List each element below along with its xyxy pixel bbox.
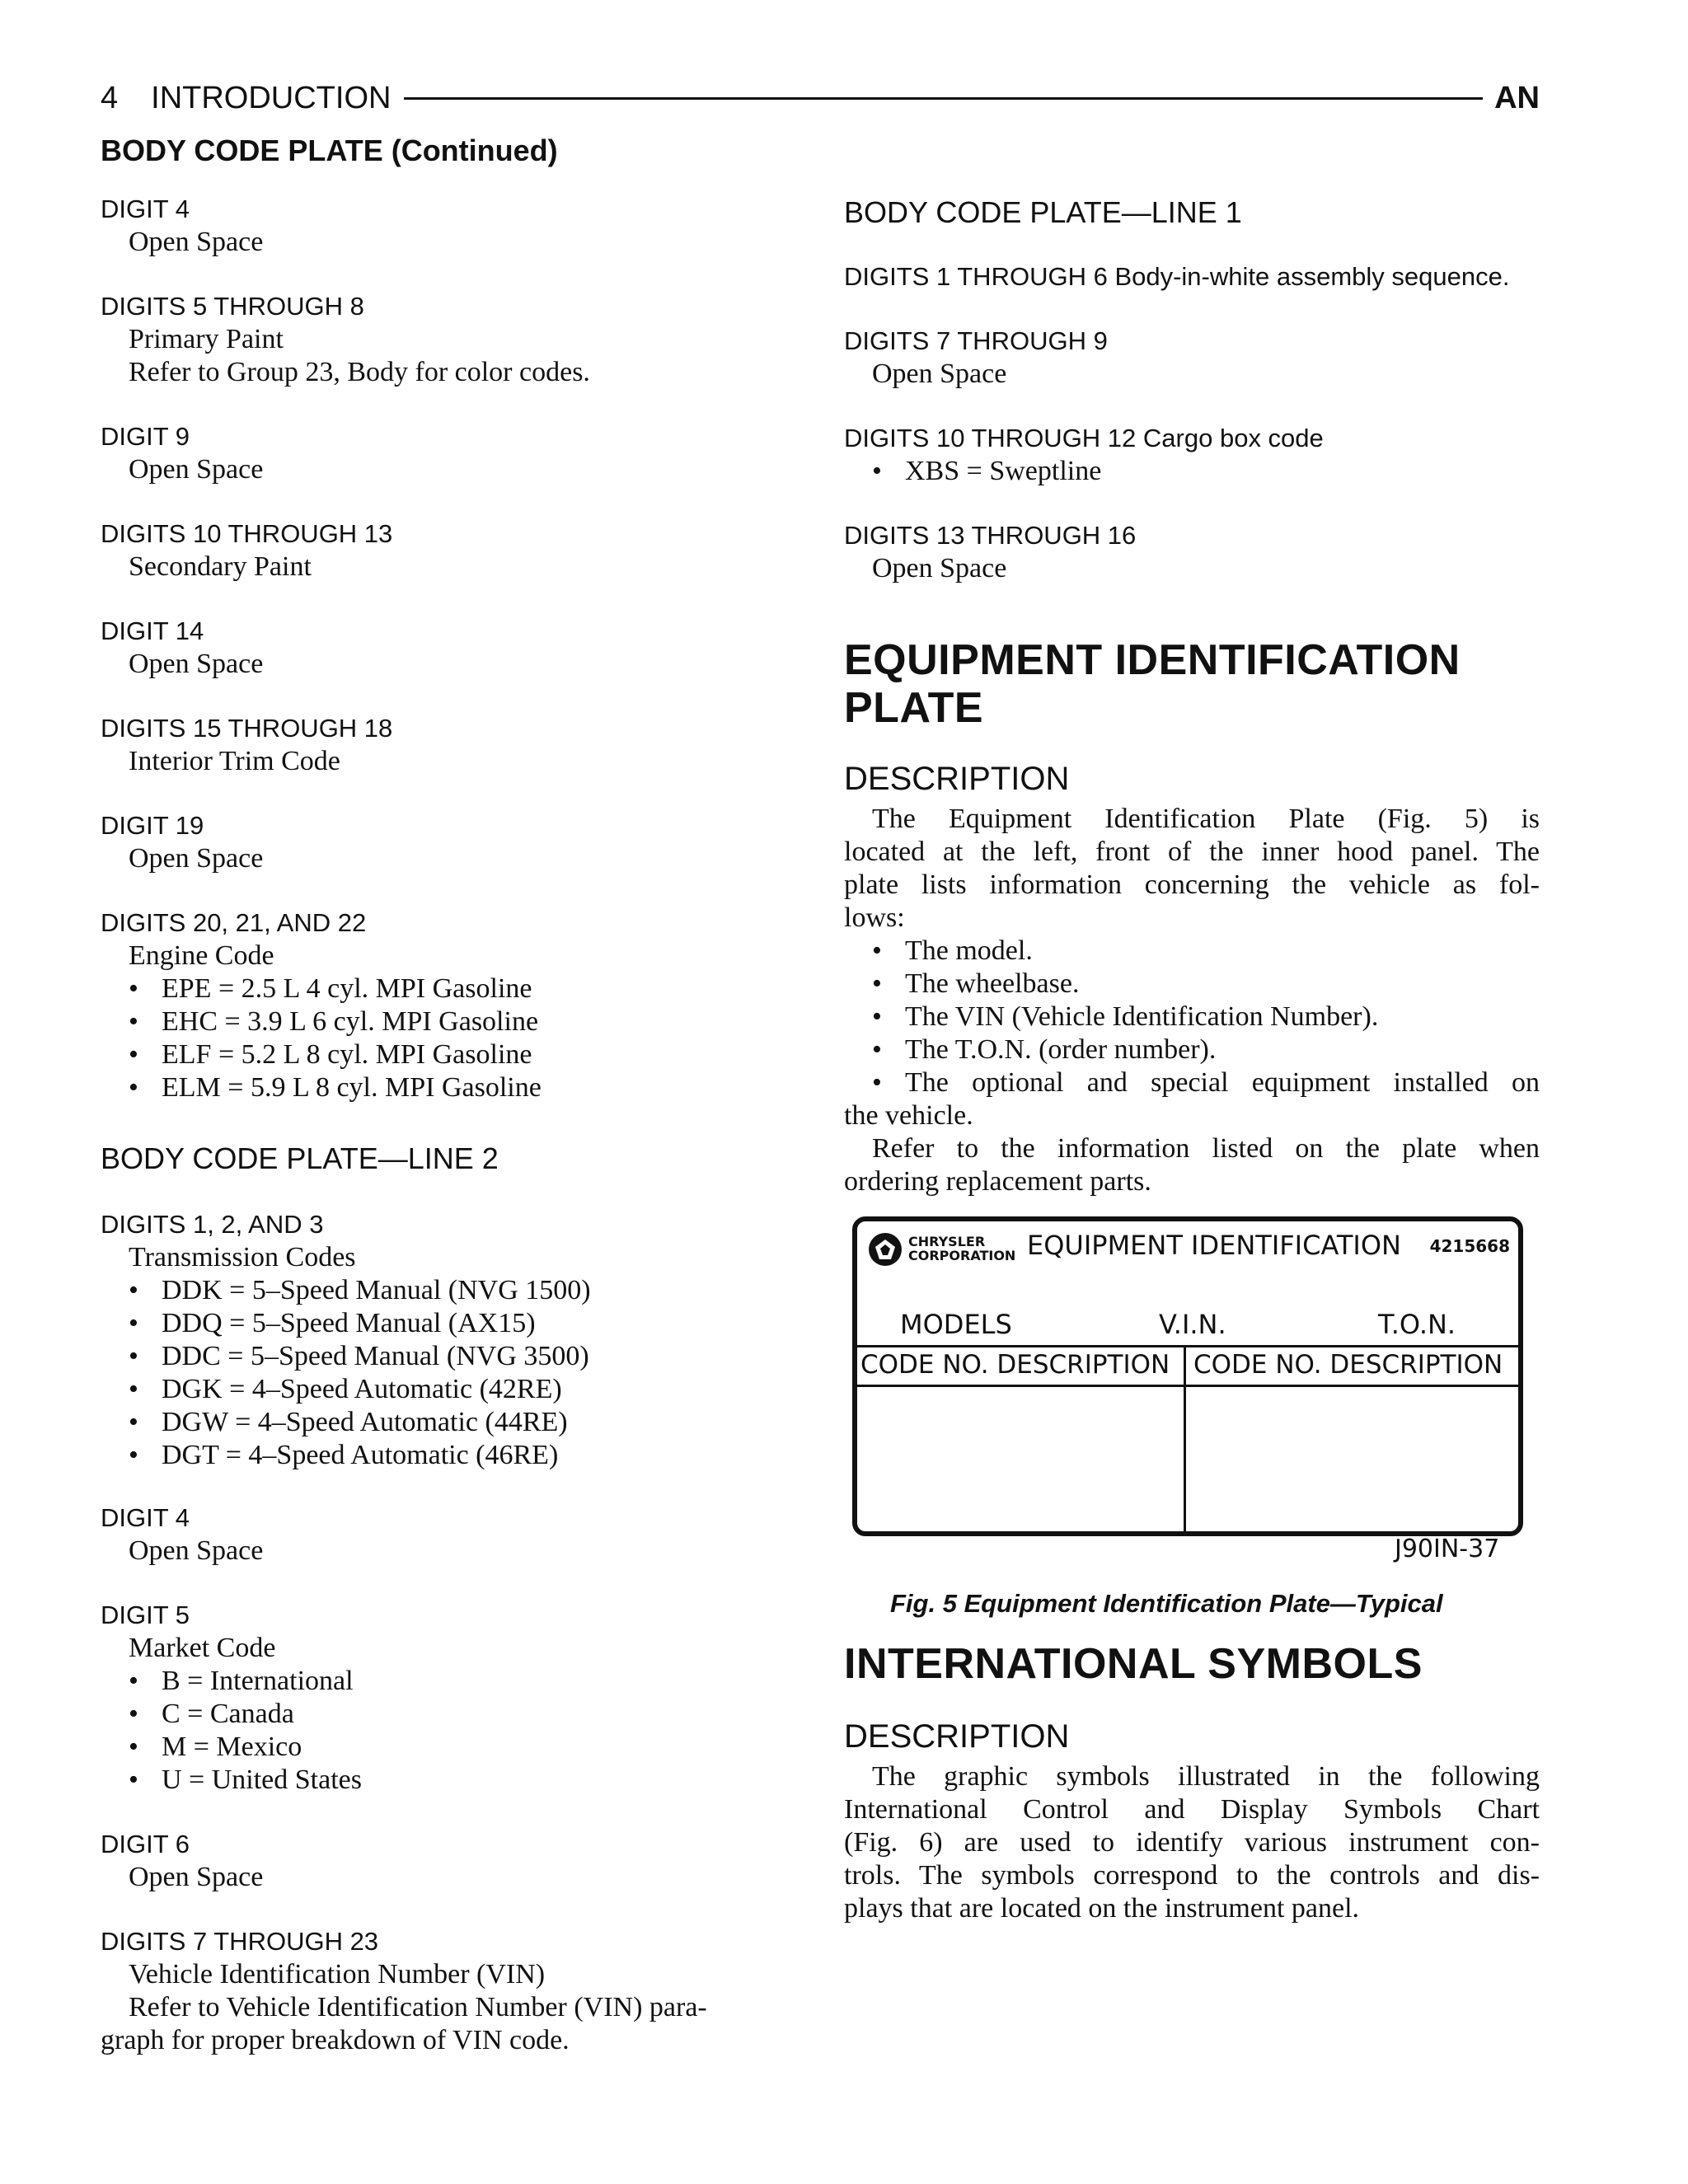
digits-20-22-entry <box>101 907 799 1104</box>
digit-text: Open Space <box>129 1535 264 1566</box>
line-1-title: BODY CODE PLATE—LINE 1 <box>844 195 1242 229</box>
digits-5-8-entry <box>101 290 799 389</box>
digit-text: Open Space <box>129 454 264 485</box>
list-item: • The optional and special equipment installed on <box>872 1067 1540 1098</box>
equipment-paragraph: The Equipment Identification Plate (Fig. 5) is located at the left, front of the inner hood panel. The plate lists information concerning the vehicle as fol- lows: • The model. • The wheelbase. • The VIN (Vehicle Identification Number). • The T.O.N. (order number). • The optional and special equipment installed on the vehicle. Refer to the information listed on the plate when ordering replacement parts. <box>844 804 1540 1197</box>
digit-text: Open Space <box>872 553 1007 583</box>
digits-1-3-entry <box>101 1208 799 1472</box>
international-paragraph: The graphic symbols illustrated in the following International Control and Display Symbols Chart (Fig. 6) are used to identify various instrument con- trols. The symbols correspond to the controls and dis- plays that are located on the instrument panel. <box>844 1761 1540 1924</box>
list-item: • The T.O.N. (order number). <box>872 1034 1217 1065</box>
digit-label: DIGITS 7 THROUGH 23 <box>101 1927 379 1956</box>
digit-text: Open Space <box>129 843 264 874</box>
list-item: • DDQ = 5–Speed Manual (AX15) <box>129 1308 536 1338</box>
digit-text: Refer to Group 23, Body for color codes. <box>129 357 590 387</box>
digit-5-entry <box>101 1599 799 1797</box>
digit-label-inline: DIGITS 1 THROUGH 6 Body-in-white assembly sequence. <box>844 262 1510 291</box>
plate-divider <box>857 1345 1518 1347</box>
plate-divider <box>857 1385 1518 1387</box>
figure-caption: Fig. 5 Equipment Identification Plate—Typical <box>890 1589 1443 1618</box>
section-title: INTRODUCTION <box>151 80 392 115</box>
digit-text: Open Space <box>129 649 264 679</box>
figure-id: J90IN-37 <box>1395 1535 1500 1563</box>
list-item: • XBS = Sweptline <box>872 456 1102 486</box>
digit-label: DIGITS 5 THROUGH 8 <box>101 292 364 321</box>
list-item: • DDC = 5–Speed Manual (NVG 3500) <box>129 1341 589 1371</box>
digit-text: Secondary Paint <box>129 551 312 582</box>
page-header <box>101 77 1540 119</box>
line-2-title: BODY CODE PLATE—LINE 2 <box>101 1141 499 1175</box>
digit-label: DIGITS 1, 2, AND 3 <box>101 1210 324 1239</box>
brand-logotype: CHRYSLER CORPORATION <box>908 1234 1016 1263</box>
list-item: • C = Canada <box>129 1699 294 1729</box>
digit-label: DIGITS 20, 21, AND 22 <box>101 908 367 937</box>
continued-title: BODY CODE PLATE (Continued) <box>101 134 558 167</box>
digits-7-23-entry <box>101 1925 799 2057</box>
column-header-left: CODE NO. DESCRIPTION <box>860 1350 1170 1380</box>
digit-text: Open Space <box>129 1862 264 1892</box>
digit-label: DIGITS 10 THROUGH 13 <box>101 519 393 548</box>
digits-15-18-entry <box>101 712 799 778</box>
list-item: • DGW = 4–Speed Automatic (44RE) <box>129 1407 568 1437</box>
digit-text: Open Space <box>872 359 1007 389</box>
plate-column-divider <box>1184 1345 1186 1531</box>
digit-label-inline: DIGITS 10 THROUGH 12 Cargo box code <box>844 424 1324 452</box>
digits-1-6-entry <box>844 260 1540 293</box>
digit-6-entry <box>101 1828 799 1894</box>
digit-19-entry <box>101 809 799 875</box>
equipment-description-heading: DESCRIPTION <box>844 761 1070 797</box>
international-description-heading: DESCRIPTION <box>844 1718 1070 1755</box>
header-rule <box>404 97 1483 100</box>
digit-text: graph for proper breakdown of VIN code. <box>101 2025 570 2055</box>
digit-label: DIGITS 15 THROUGH 18 <box>101 714 393 743</box>
digit-text: Refer to Vehicle Identification Number (VIN) para- <box>129 1992 707 2022</box>
digit-text: Transmission Codes <box>129 1242 356 1272</box>
digit-label: DIGIT 4 <box>101 1503 190 1532</box>
pentastar-logo-icon <box>869 1233 902 1266</box>
list-item: • DGT = 4–Speed Automatic (46RE) <box>129 1440 559 1470</box>
digit-text: Primary Paint <box>129 324 284 354</box>
vin-field: V.I.N. <box>1159 1309 1226 1340</box>
digit-9-entry <box>101 420 799 486</box>
column-header-right: CODE NO. DESCRIPTION <box>1193 1350 1503 1380</box>
list-item: • The model. <box>872 935 1033 966</box>
digit-label: DIGIT 4 <box>101 194 190 223</box>
list-item: • M = Mexico <box>129 1732 302 1762</box>
list-item: • ELM = 5.9 L 8 cyl. MPI Gasoline <box>129 1072 542 1103</box>
digit-label: DIGIT 14 <box>101 616 204 645</box>
digits-10-13-entry <box>101 518 799 583</box>
list-item: • The wheelbase. <box>872 968 1080 999</box>
digits-10-12-entry <box>844 422 1540 488</box>
list-item: • U = United States <box>129 1765 362 1795</box>
digit-label: DIGITS 7 THROUGH 9 <box>844 326 1108 355</box>
equipment-plate-figure <box>852 1216 1523 1536</box>
international-symbols-title: INTERNATIONAL SYMBOLS <box>844 1640 1423 1688</box>
models-field: MODELS <box>900 1309 1012 1340</box>
plate-part-number: 4215668 <box>1429 1236 1510 1256</box>
digits-7-9-entry <box>844 325 1540 391</box>
model-code: AN <box>1494 80 1540 115</box>
equipment-section-title: EQUIPMENT IDENTIFICATION PLATE <box>844 636 1461 732</box>
ton-field: T.O.N. <box>1378 1309 1456 1340</box>
digit-text: Market Code <box>129 1633 276 1663</box>
list-item: • The VIN (Vehicle Identification Number). <box>872 1001 1379 1032</box>
digit-4b-entry <box>101 1502 799 1568</box>
digit-label: DIGIT 6 <box>101 1830 190 1858</box>
digit-label: DIGIT 5 <box>101 1601 190 1629</box>
plate-title: EQUIPMENT IDENTIFICATION <box>1027 1230 1401 1261</box>
list-item: • DGK = 4–Speed Automatic (42RE) <box>129 1374 562 1404</box>
list-item: • ELF = 5.2 L 8 cyl. MPI Gasoline <box>129 1039 532 1070</box>
digit-text: Open Space <box>129 227 264 257</box>
digit-label: DIGITS 13 THROUGH 16 <box>844 521 1137 550</box>
digit-4-entry <box>101 193 799 259</box>
digit-label: DIGIT 19 <box>101 811 204 840</box>
list-item: • EPE = 2.5 L 4 cyl. MPI Gasoline <box>129 973 532 1004</box>
list-item: • DDK = 5–Speed Manual (NVG 1500) <box>129 1275 591 1305</box>
digit-14-entry <box>101 615 799 681</box>
list-item: • EHC = 3.9 L 6 cyl. MPI Gasoline <box>129 1006 539 1037</box>
digits-13-16-entry <box>844 519 1540 585</box>
digit-label: DIGIT 9 <box>101 422 190 451</box>
list-item: • B = International <box>129 1666 354 1696</box>
page-number: 4 <box>101 80 119 115</box>
digit-text: Interior Trim Code <box>129 746 340 776</box>
digit-text: Vehicle Identification Number (VIN) <box>129 1959 546 1990</box>
digit-text: Engine Code <box>129 940 274 971</box>
